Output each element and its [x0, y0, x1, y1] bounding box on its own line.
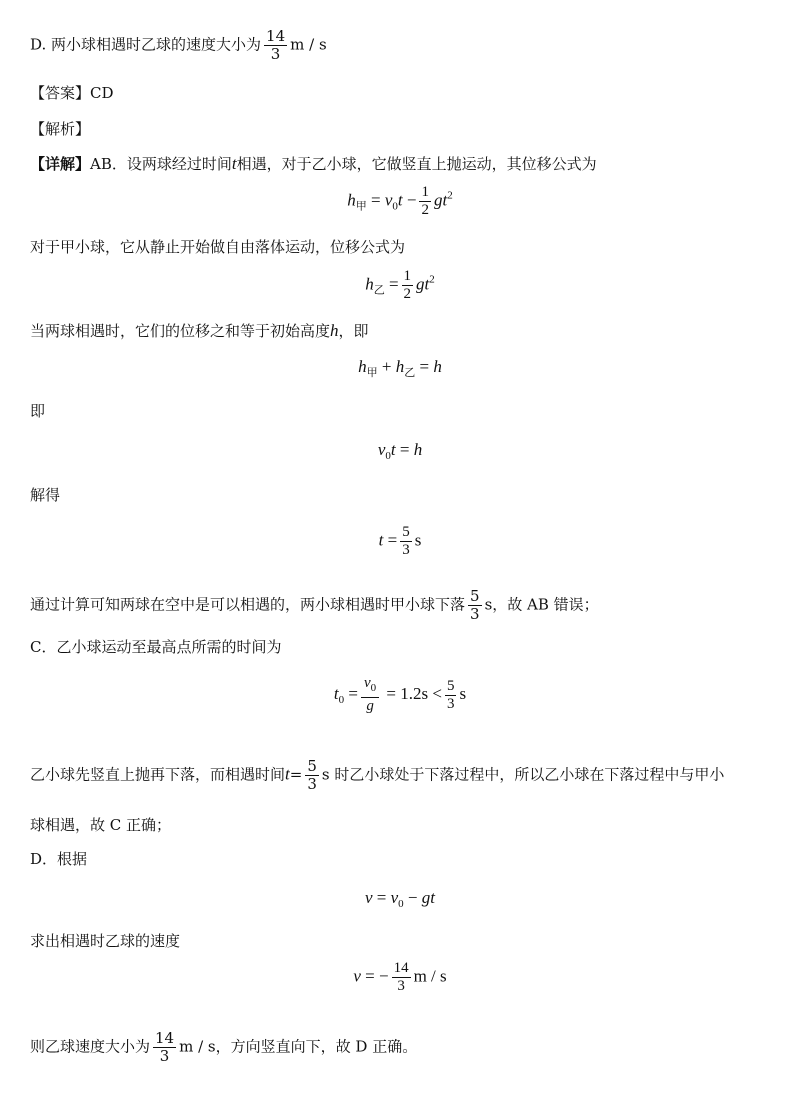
text-7: C．乙小球运动至最高点所需的时间为 [30, 638, 282, 656]
option-d [30, 28, 327, 63]
eq7-v0-sub: 0 [398, 898, 404, 910]
detail-text-b: 相遇，对于乙小球，它做竖直上抛运动，其位移公式为 [236, 155, 597, 173]
eq1-fraction [419, 184, 431, 219]
eq6-equals-1: = [348, 683, 358, 703]
eq6-frac2-num: 5 [446, 677, 455, 694]
eq5-frac-num: 5 [402, 524, 410, 540]
eq2-frac-num: 1 [403, 268, 412, 284]
eq5-frac-den: 3 [402, 542, 410, 558]
eq5-fraction [400, 524, 412, 559]
text-5: 解得 [30, 486, 61, 504]
option-d-fraction [264, 28, 287, 63]
text12-b: ，方向竖直向下，故 D 正确。 [215, 1037, 418, 1056]
text8-frac-num: 5 [307, 757, 317, 775]
eq6-equals-2: = [386, 683, 396, 703]
text8-var-t: t [285, 764, 290, 784]
eq1-v-sub: 0 [392, 200, 398, 213]
text-12 [30, 1030, 417, 1065]
eq6-frac1-v: v [363, 675, 371, 691]
equation-4 [0, 440, 800, 462]
eq8-frac-den: 3 [397, 978, 405, 994]
equation-2 [0, 268, 800, 303]
eq6-frac1-num [361, 675, 379, 698]
eq4-t: t [390, 440, 396, 459]
text-11: 求出相遇时乙球的速度 [30, 932, 181, 950]
equation-1 [0, 184, 800, 219]
equation-8 [0, 960, 800, 995]
text-4: 即 [30, 402, 46, 420]
eq6-fraction-1 [361, 675, 379, 715]
eq4-v-sub: 0 [385, 450, 391, 462]
detail-line [30, 153, 597, 175]
text6-fraction [468, 588, 482, 623]
eq1-lhs: h [347, 190, 356, 210]
eq1-gt-sup: 2 [447, 189, 453, 202]
text6-a: 通过计算可知两球在空中是可以相遇的，两小球相遇时甲小球下落 [30, 595, 466, 614]
eq2-gt-sup: 2 [429, 273, 435, 286]
option-d-text: D. 两小球相遇时乙球的速度大小为 [30, 35, 262, 54]
eq6-frac1-v-sub: 0 [370, 682, 377, 694]
text8-equals: = [289, 765, 303, 784]
detail-label: 【详解】 [30, 155, 91, 173]
eq1-equals: = [371, 190, 381, 210]
text12-frac-num: 14 [155, 1029, 175, 1047]
detail-text-a: AB．设两球经过时间 [90, 155, 232, 173]
eq7-gt: gt [421, 888, 435, 907]
text-9: 球相遇，故 C 正确； [30, 816, 172, 834]
eq1-v: v [384, 190, 393, 210]
eq7-v0: v [390, 888, 399, 907]
text12-unit: m / s [179, 1037, 216, 1056]
text6-frac-num: 5 [470, 587, 480, 605]
eq5-t: t [378, 530, 384, 550]
eq7-equals: = [376, 888, 387, 907]
text3-a: 当两球相遇时，它们的位移之和等于初始高度 [30, 322, 331, 340]
eq6-fraction-2 [445, 678, 457, 713]
option-d-frac-num: 14 [266, 27, 286, 45]
eq2-fraction [402, 268, 414, 303]
eq6-value: 1.2s [400, 683, 429, 703]
eq3-b-sub: 乙 [404, 367, 416, 379]
eq2-lhs-sub: 乙 [373, 284, 385, 297]
equation-5 [0, 524, 800, 559]
eq4-v: v [377, 440, 386, 459]
eq8-equals: = [365, 966, 375, 986]
eq7-v: v [364, 888, 373, 907]
text-6 [30, 588, 599, 623]
text12-a: 则乙球速度大小为 [30, 1037, 151, 1056]
eq5-equals: = [387, 530, 398, 550]
text-10: D．根据 [30, 850, 88, 868]
eq3-equals: = [419, 357, 430, 376]
text-3 [30, 320, 369, 342]
eq1-t: t [397, 190, 403, 210]
eq3-b: h [395, 357, 405, 376]
eq2-frac-den: 2 [403, 286, 412, 302]
eq8-unit: m / s [413, 966, 447, 986]
eq2-equals: = [388, 274, 399, 294]
eq8-fraction [392, 960, 411, 995]
eq1-lhs-sub: 甲 [355, 200, 367, 213]
equation-3 [0, 357, 800, 380]
text-8 [30, 758, 724, 793]
eq3-a: h [358, 357, 367, 376]
equation-6 [0, 675, 800, 715]
eq6-unit: s [459, 683, 467, 703]
text12-frac-den: 3 [159, 1047, 170, 1065]
text8-b: s 时乙小球处于下落过程中，所以乙小球在下落过程中与甲小 [321, 765, 725, 784]
eq1-minus: − [406, 190, 417, 210]
eq6-t: t [333, 683, 339, 703]
eq4-equals: = [399, 440, 410, 459]
text3-b: ，即 [338, 322, 369, 340]
eq2-lhs: h [365, 274, 374, 294]
eq3-plus: + [381, 357, 392, 376]
detail-var-t: t [231, 154, 237, 173]
text8-fraction [305, 758, 319, 793]
text6-frac-den: 3 [470, 605, 480, 623]
text8-frac-den: 3 [307, 775, 317, 793]
text3-var-h: h [330, 321, 339, 340]
eq6-frac1-den: g [366, 698, 374, 714]
eq2-gt: gt [416, 274, 430, 294]
eq8-frac-num: 14 [393, 960, 409, 976]
eq1-gt: gt [433, 190, 448, 210]
eq4-h: h [413, 440, 423, 459]
eq6-t-sub: 0 [338, 693, 345, 706]
equation-7 [0, 888, 800, 910]
text6-b: s，故 AB 错误； [484, 595, 599, 614]
eq1-frac-den: 2 [421, 202, 429, 218]
text8-a: 乙小球先竖直上抛再下落，而相遇时间 [30, 765, 286, 784]
option-d-frac-den: 3 [270, 45, 281, 63]
analysis-label: 【解析】 [30, 120, 91, 138]
text12-fraction [153, 1030, 176, 1065]
answer: 【答案】CD [30, 84, 114, 102]
eq3-a-sub: 甲 [366, 367, 378, 379]
eq6-less-than: < [432, 683, 442, 703]
text-2: 对于甲小球，它从静止开始做自由落体运动，位移公式为 [30, 238, 406, 256]
option-d-unit: m / s [290, 35, 327, 54]
eq1-frac-num: 1 [421, 184, 429, 200]
eq6-frac2-den: 3 [446, 695, 455, 712]
eq8-v: v [353, 966, 361, 986]
eq5-unit: s [414, 530, 422, 550]
eq7-minus: − [407, 888, 418, 907]
eq8-minus: − [378, 966, 389, 986]
eq3-c: h [433, 357, 442, 376]
